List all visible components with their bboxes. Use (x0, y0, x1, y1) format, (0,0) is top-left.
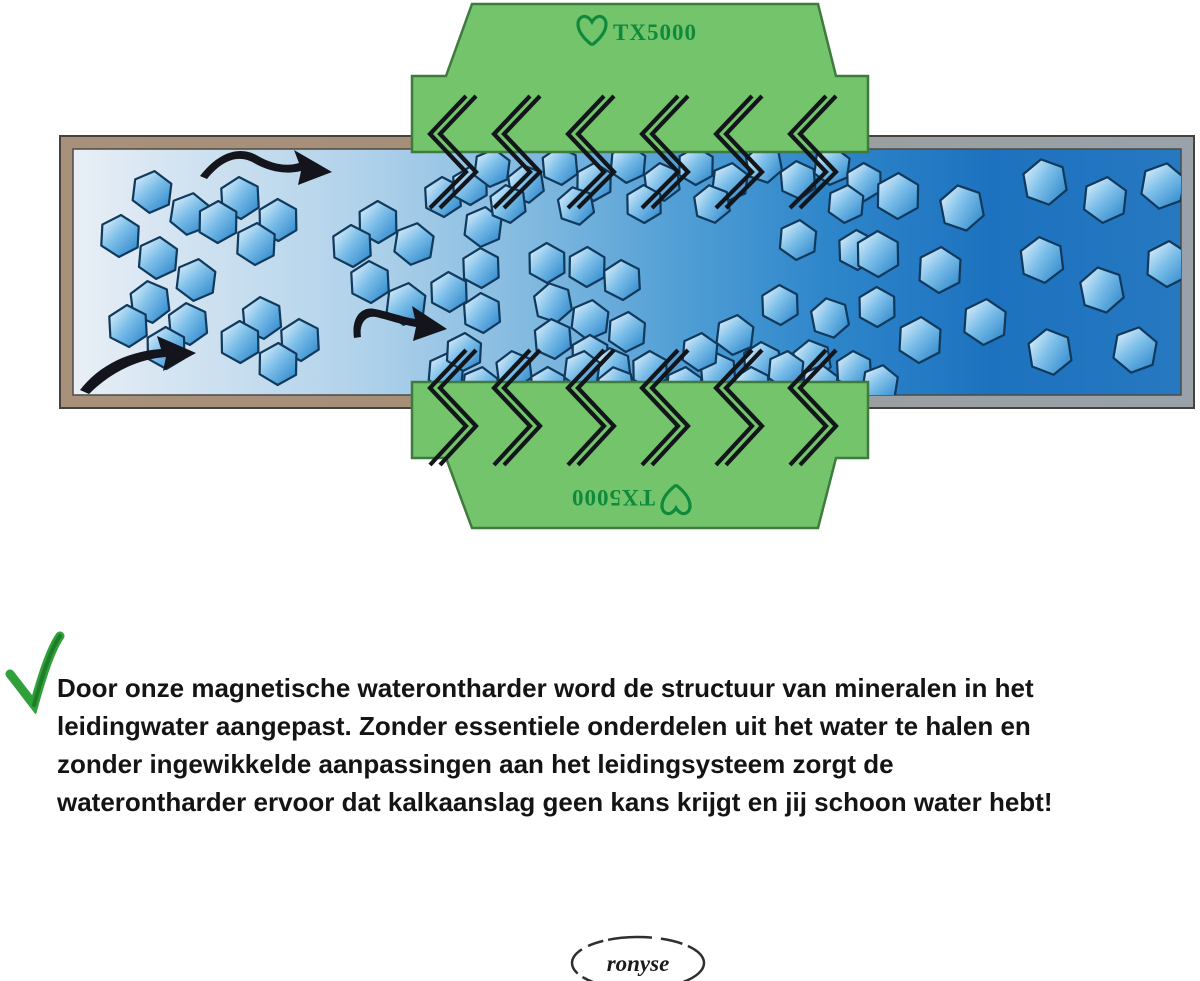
description-line: zonder ingewikkelde aanpassingen aan het leidingsysteem zorgt de (57, 749, 894, 779)
brand-logo-text: ronyse (606, 951, 670, 976)
description-text (57, 669, 1053, 821)
device-model-label: TX5000 (571, 485, 655, 510)
description-line: leidingwater aangepast. Zonder essentiele onderdelen uit het water te halen en (57, 711, 1031, 741)
description-line: Door onze magnetische waterontharder word de structuur van mineralen in het (57, 673, 1034, 703)
brand-logo (558, 932, 728, 981)
device-model-label: TX5000 (613, 20, 697, 45)
description-line: waterontharder ervoor dat kalkaanslag geen kans krijgt en jij schoon water hebt! (57, 787, 1053, 817)
